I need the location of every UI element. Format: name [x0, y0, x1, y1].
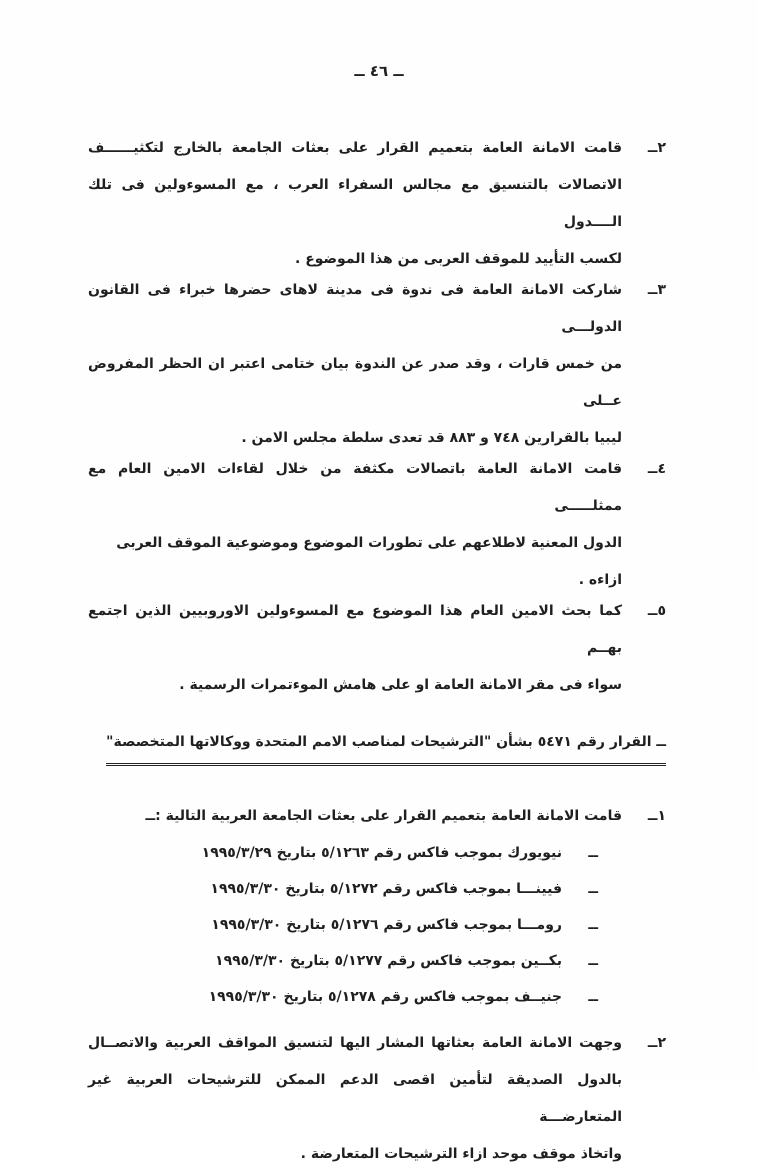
dash-marker: ــ: [588, 989, 598, 1005]
item-number: ١ــ: [647, 808, 666, 824]
text-line: الدول المعنية لاطلاعهم على تطورات الموضوع وموضوعية الموقف العربى ازاءه .: [116, 535, 622, 588]
dash-marker: ــ: [588, 845, 598, 861]
paragraph-item-1b: [88, 798, 666, 1015]
paragraph-item-5: [88, 593, 666, 704]
text-line: شاركت الامانة العامة فى ندوة فى مدينة لاهاى حضرها خبراء فى القانون الدولـــى: [88, 282, 622, 335]
item-number: ٥ــ: [647, 603, 666, 619]
paragraph-text: [88, 1025, 622, 1173]
text-line: لكسب التأييد للموقف العربى من هذا الموضوع .: [295, 251, 622, 267]
fax-list-item: [88, 943, 598, 979]
item-number: ٢ــ: [647, 1035, 666, 1051]
item-number: ٢ــ: [647, 140, 666, 156]
fax-list-item: [88, 907, 598, 943]
text-line: قامت الامانة العامة باتصالات مكثفة من خلال لقاءات الامين العام مع ممثلـــــى: [88, 461, 622, 514]
text-line: سواء فى مقر الامانة العامة او على هامش الموءتمرات الرسمية .: [179, 677, 622, 693]
paragraph-text: [88, 130, 622, 278]
text-line: من خمس قارات ، وقد صدر عن الندوة بيان ختامى اعتبر ان الحظر المفروض عــلى: [88, 356, 622, 409]
paragraph-text: [88, 272, 622, 457]
paragraph-item-4: [88, 451, 666, 599]
page-number: ــ ٤٦ ــ: [354, 62, 404, 80]
fax-text: رومـــا بموجب فاكس رقم ٥/١٢٧٦ بتاريخ ١٩٩٥/٣/٣٠: [211, 917, 562, 933]
resolution-heading: ــ القرار رقم ٥٤٧١ بشأن "الترشيحات لمناصب الامم المتحدة ووكالاتها المتخصصة": [106, 727, 666, 766]
paragraph-item-3: [88, 272, 666, 457]
item-number: ٤ــ: [647, 461, 666, 477]
fax-list-item: [88, 835, 598, 871]
text-line: ليبيا بالقرارين ٧٤٨ و ٨٨٣ قد تعدى سلطة مجلس الامن .: [241, 430, 622, 446]
text-line: وجهت الامانة العامة بعثاتها المشار اليها لتنسيق المواقف العربية والاتصــال: [88, 1035, 622, 1051]
resolution-heading-row: [88, 724, 666, 766]
paragraph-item-2: [88, 130, 666, 278]
text-line: بالدول الصديقة لتأمين اقصى الدعم الممكن للترشيحات العربية غير المتعارضـــة: [88, 1072, 622, 1125]
paragraph-text: [88, 451, 622, 599]
dash-marker: ــ: [588, 917, 598, 933]
text-line: كما بحث الامين العام هذا الموضوع مع المسوءولين الاوروبيين الذين اجتمع بهــم: [88, 603, 622, 656]
text-line: قامت الامانة العامة بتعميم القرار على بعثات الجامعة بالخارج لتكثيــــــف: [88, 140, 622, 156]
text-line: واتخاذ موقف موحد ازاء الترشيحات المتعارضة .: [300, 1146, 622, 1162]
document-body: [88, 130, 666, 1167]
fax-text: فيينـــا بموجب فاكس رقم ٥/١٢٧٢ بتاريخ ١٩٩٥/٣/٣٠: [210, 881, 562, 897]
fax-list-item: [88, 979, 598, 1015]
dash-marker: ــ: [588, 953, 598, 969]
text-line: الاتصالات بالتنسيق مع مجالس السفراء العرب ، مع المسوءولين فى تلك الــــدول: [88, 177, 622, 230]
text-line: قامت الامانة العامة بتعميم القرار على بعثات الجامعة العربية التالية :ــ: [145, 808, 622, 824]
paragraph-text: [88, 593, 622, 704]
fax-text: بكــين بموجب فاكس رقم ٥/١٢٧٧ بتاريخ ١٩٩٥/٣/٣٠: [215, 953, 562, 969]
fax-list-item: [88, 871, 598, 907]
paragraph-text: [88, 798, 622, 1015]
fax-list: [88, 835, 622, 1015]
fax-text: نيويورك بموجب فاكس رقم ٥/١٢٦٣ بتاريخ ١٩٩٥/٣/٢٩: [201, 845, 562, 861]
fax-text: جنيــف بموجب فاكس رقم ٥/١٢٧٨ بتاريخ ١٩٩٥/٣/٣٠: [208, 989, 562, 1005]
paragraph-item-2b: [88, 1025, 666, 1173]
item-number: ٣ــ: [647, 282, 666, 298]
dash-marker: ــ: [588, 881, 598, 897]
